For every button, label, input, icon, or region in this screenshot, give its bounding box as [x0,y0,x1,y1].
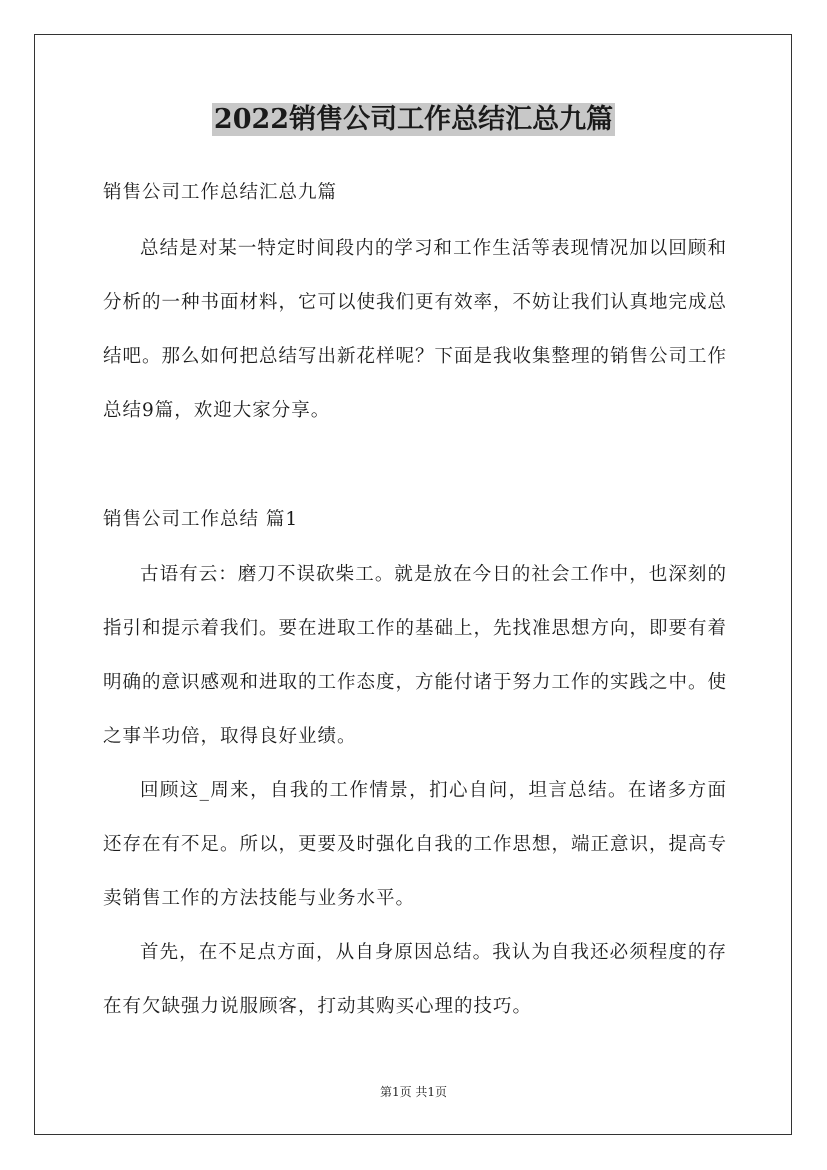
body-paragraph-1: 古语有云：磨刀不误砍柴工。就是放在今日的社会工作中，也深刻的指引和提示着我们。要在进取工作的基础上，先找准思想方向，即要有着明确的意识感观和进取的工作态度，方能付诸于努力工作的实践之中。使之事半功倍，取得良好业绩。 [103,564,728,747]
intro-paragraph: 总结是对某一特定时间段内的学习和工作生活等表现情况加以回顾和分析的一种书面材料，它可以使我们更有效率，不妨让我们认真地完成总结吧。那么如何把总结写出新花样呢？下面是我收集整理的销售公司工作总结9篇，欢迎大家分享。 [103,238,728,421]
body-paragraph-2: 回顾这_周来，自我的工作情景，扪心自问，坦言总结。在诸多方面还存在有不足。所以，更要及时强化自我的工作思想，端正意识，提高专卖销售工作的方法技能与业务水平。 [103,780,728,909]
body-paragraph-3: 首先，在不足点方面，从自身原因总结。我认为自我还必须程度的存在有欠缺强力说服顾客，打动其购买心理的技巧。 [103,942,727,1017]
page-footer: 第1页 共1页 [379,1085,448,1099]
document-subtitle: 销售公司工作总结汇总九篇 [103,182,338,203]
section-heading: 销售公司工作总结 篇1 [103,509,299,530]
document-title-text: 2022销售公司工作总结汇总九篇 [213,104,614,135]
document-title [0,100,827,140]
